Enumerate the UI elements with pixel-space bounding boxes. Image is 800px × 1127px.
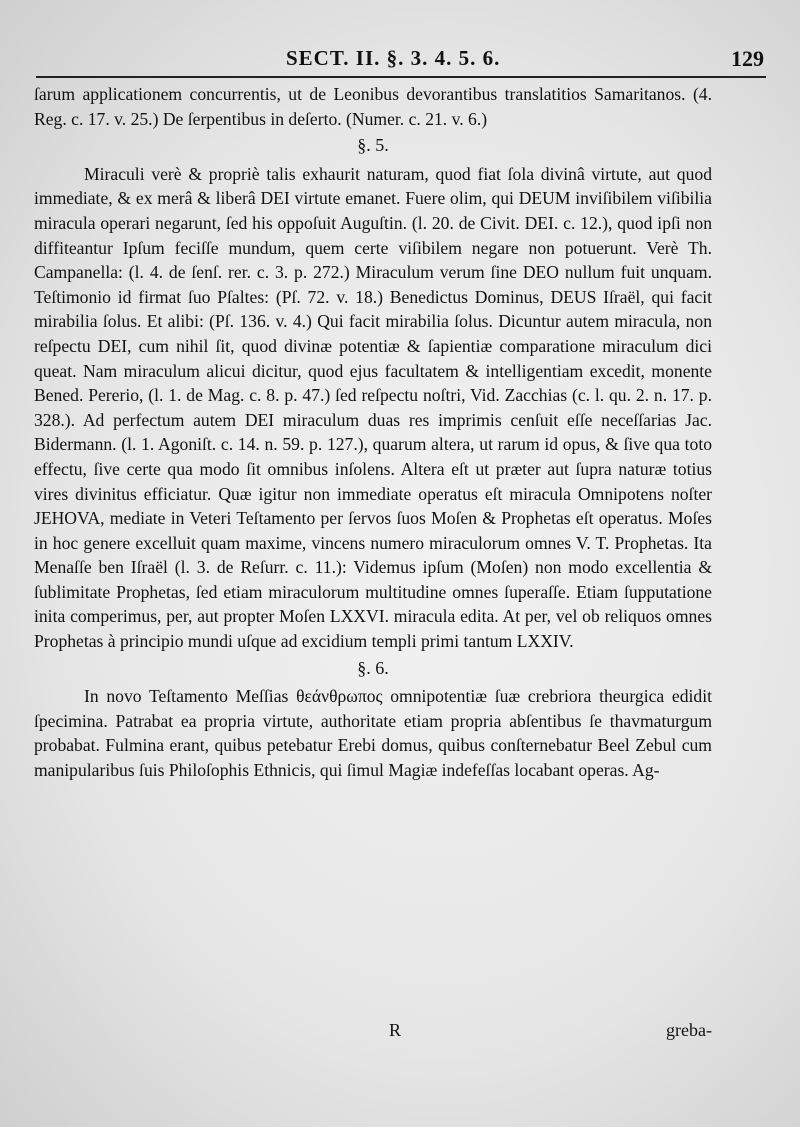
paragraph-section-5: Miraculi verè & propriè talis exhaurit naturam, quod fiat ſola divinâ virtute, aut quod immediate, & ex merâ & liberâ DEI virtute emanet. Fuere olim, qui DEUM inviſibilem viſibilia miracula operari negarunt, ſed his oppoſuit Auguſtin. (l. 20. de Civit. DEI. c. 12.), quod ipſi non diffiteantur Ipſum feciſſe mundum, quem certe viſibilem negare non potuerunt. Verè Th. Campanella: (l. 4. de ſenſ. rer. c. 3. p. 272.) Miraculum verum ſine DEO nullum fuit unquam. Teſtimonio id firmat ſuo Pſaltes: (Pſ. 72. v. 18.) Benedictus Dominus, DEUS Iſraël, qui facit mirabilia ſolus. Et alibi: (Pſ. 136. v. 4.) Qui facit mirabilia ſolus. Dicuntur autem miracula, non reſpectu DEI, cum nihil ſit, quod divinæ potentiæ & ſapientiæ comparatione miraculum dici queat. Nam miraculum alicui dicitur, quod ejus facultatem & intelligentiam excedit, monente Bened. Pererio, (l. 1. de Mag. c. 8. p. 47.) ſed reſpectu noſtri, Vid. Zacchias (c. l. qu. 2. n. 17. p. 328.). Ad perfectum autem DEI miraculum duas res imprimis cenſuit eſſe neceſſarias Jac. Bidermann. (l. 1. Agoniſt. c. 14. n. 59. p. 127.), quarum altera, ut rarum id opus, & ſive qua toto effectu, ſive certe qua modo ſit omnibus inſolens. Altera eſt ut præter aut ſupra naturæ totius vires divinitus efficiatur. Quæ igitur non immediate operatus eſt miracula Omnipotens noſter JEHOVA, mediate in Veteri Teſtamento per ſervos ſuos Moſen & Prophetas eſt operatus. Moſes in hoc genere excelluit quam maxime, vincens numero miraculorum omnes V. T. Prophetas. Ita Menaſſe ben Iſraël (l. 3. de Reſurr. c. 11.): Videmus ipſum (Moſen) non modo excellentia & ſublimitate Prophetas, ſed etiam miraculorum multitudine omnes ſuperaſſe. Etiam ſupputatione inita comperimus, per, aut propter Moſen LXXVI. miracula edita. At per, vel ob reliquos omnes Prophetas à principio mundi uſque ad excidium templi primi tantum LXXIV. bbox=[34, 163, 712, 652]
section-heading-5: §. 5. bbox=[357, 135, 389, 156]
running-head: SECT. II. §. 3. 4. 5. 6. bbox=[286, 46, 501, 70]
signature-mark: R bbox=[389, 1020, 402, 1040]
paragraph-continued: ſarum applicationem concurrentis, ut de Leonibus devorantibus translatitios Samaritanos. (4. Reg. c. 17. v. 25.) De ſerpentibus in deſerto. (Numer. c. 21. v. 6.) bbox=[34, 84, 712, 129]
paragraph-section-6: In novo Teſtamento Meſſias θεάνθρωπος omnipotentiæ ſuæ crebriora theurgica edidit ſpecimina. Patrabat ea propria virtute, authoritate etiam propria abſentibus ſe thavmaturgum probabat. Fulmina erant, quibus petebatur Erebi domus, quibus conſternebatur Beel Zebul cum manipularibus ſuis Philoſophis Ethnicis, qui ſimul Magiæ indefeſſas locabant operas. Ag- bbox=[34, 686, 712, 781]
page-number: 129 bbox=[731, 46, 764, 71]
header-rule bbox=[36, 76, 766, 78]
body-text bbox=[34, 82, 712, 783]
catchword: greba- bbox=[666, 1020, 712, 1040]
page-footer bbox=[34, 1020, 712, 1050]
page-header bbox=[36, 38, 776, 78]
section-heading-6: §. 6. bbox=[357, 657, 389, 678]
